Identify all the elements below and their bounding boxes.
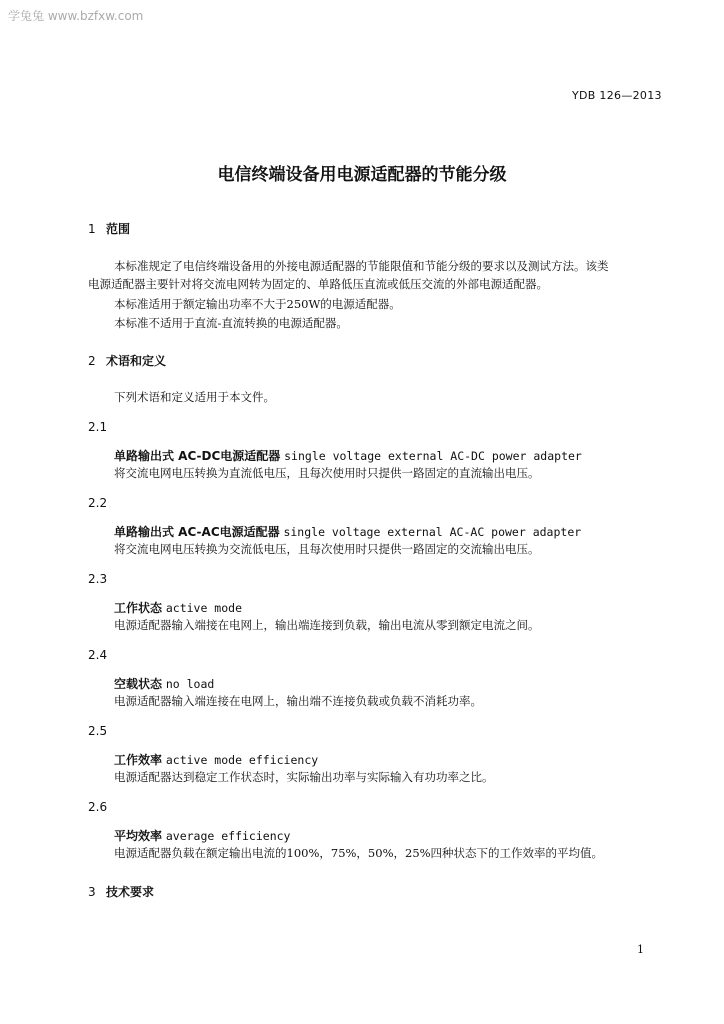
- term-definition: 电源适配器负载在额定输出电流的100%，75%，50%，25%四种状态下的工作效率的平均值。: [114, 846, 604, 860]
- term-heading: [114, 599, 242, 616]
- section-title: 术语和定义: [106, 354, 167, 368]
- term-definition: 电源适配器达到稳定工作状态时，实际输出功率与实际输入有功功率之比。: [114, 770, 494, 784]
- subsection-number: 2.1: [88, 420, 108, 434]
- section-heading-scope: [88, 220, 130, 237]
- term-definition: 将交流电网电压转换为直流低电压，且每次使用时只提供一路固定的直流输出电压。: [114, 466, 540, 480]
- paragraph-line: 电源适配器主要针对将交流电网转为固定的、单路低压直流或低压交流的外部电源适配器。: [88, 277, 548, 291]
- term-en: single voltage external AC-DC power adapter: [284, 449, 582, 463]
- section-heading-requirements: [88, 883, 154, 900]
- term-heading: [114, 751, 318, 768]
- document-number: YDB 126—2013: [572, 89, 662, 102]
- paragraph-line: 下列术语和定义适用于本文件。: [114, 390, 275, 404]
- term-zh: 单路输出式 AC-DC电源适配器: [114, 449, 281, 463]
- term-en: average efficiency: [165, 829, 291, 843]
- term-zh: 单路输出式 AC-AC电源适配器: [114, 525, 280, 539]
- watermark-text: 学兔兔 www.bzfxw.com: [8, 9, 144, 23]
- term-heading: [114, 675, 214, 692]
- term-definition: 电源适配器输入端连接在电网上，输出端不连接负载或负载不消耗功率。: [114, 694, 482, 708]
- section-number: 3: [88, 885, 96, 899]
- section-heading-terms: [88, 352, 166, 369]
- term-zh: 工作状态: [114, 601, 163, 615]
- subsection-number: 2.2: [88, 496, 108, 510]
- paragraph-line: 本标准规定了电信终端设备用的外接电源适配器的节能限值和节能分级的要求以及测试方法。该类: [114, 259, 609, 273]
- paragraph-line: 本标准适用于额定输出功率不大于250W的电源适配器。: [114, 297, 401, 311]
- section-number: 2: [88, 354, 96, 368]
- page-number: 1: [637, 943, 644, 956]
- subsection-number: 2.6: [88, 800, 108, 814]
- document-title: 电信终端设备用电源适配器的节能分级: [217, 165, 507, 185]
- subsection-number: 2.4: [88, 648, 108, 662]
- section-title: 范围: [106, 222, 131, 236]
- term-zh: 空载状态: [114, 677, 163, 691]
- term-en: active mode efficiency: [165, 753, 319, 767]
- term-heading: [114, 523, 581, 540]
- subsection-number: 2.3: [88, 572, 108, 586]
- term-definition: 将交流电网电压转换为交流低电压，且每次使用时只提供一路固定的交流输出电压。: [114, 542, 540, 556]
- subsection-number: 2.5: [88, 724, 108, 738]
- term-en: single voltage external AC-AC power adapter: [283, 525, 582, 539]
- term-zh: 平均效率: [114, 829, 163, 843]
- section-title: 技术要求: [106, 885, 155, 899]
- section-number: 1: [88, 222, 96, 236]
- term-definition: 电源适配器输入端接在电网上，输出端连接到负载，输出电流从零到额定电流之间。: [114, 618, 540, 632]
- term-heading: [114, 447, 582, 464]
- term-en: active mode: [165, 601, 243, 615]
- term-heading: [114, 827, 290, 844]
- paragraph-line: 本标准不适用于直流-直流转换的电源适配器。: [114, 316, 348, 330]
- term-zh: 工作效率: [114, 753, 163, 767]
- term-en: no load: [165, 677, 215, 691]
